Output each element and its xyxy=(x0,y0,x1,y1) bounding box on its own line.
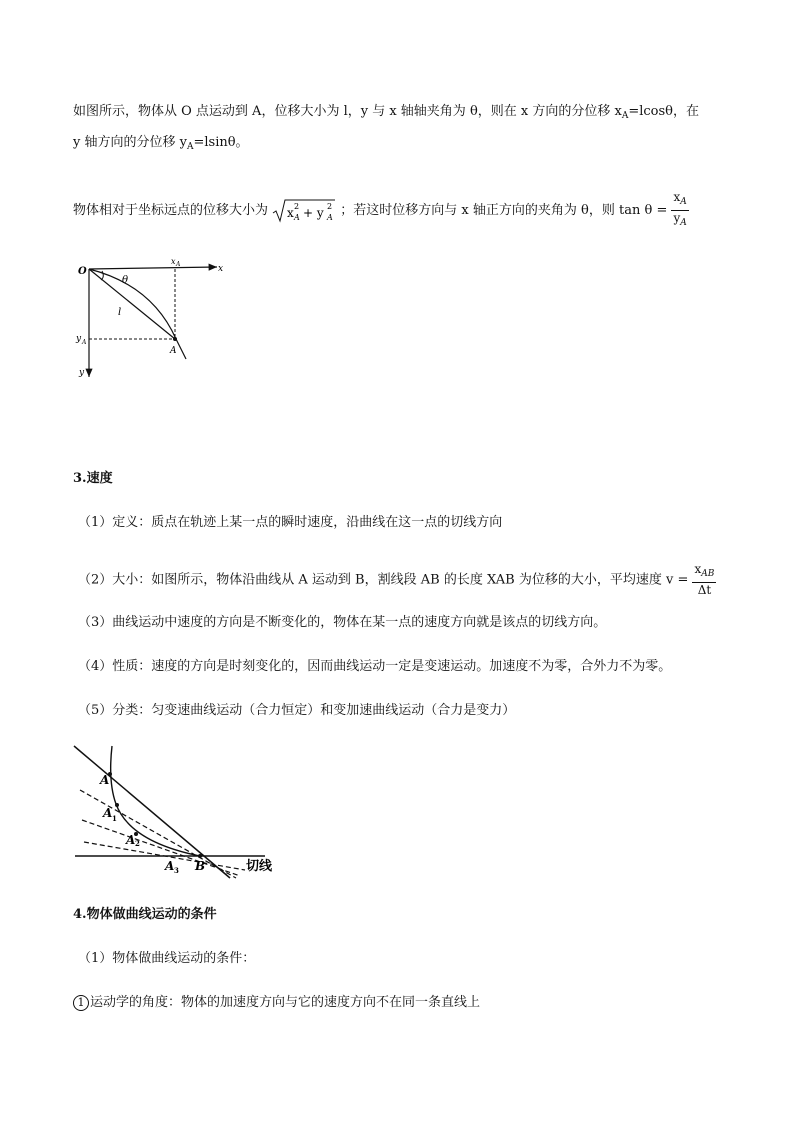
section4-item1: （1）物体做曲线运动的条件： xyxy=(78,951,256,966)
tan-den-sub: A xyxy=(680,218,687,228)
para1-line2-text: y 轴方向的分位移 y xyxy=(73,135,187,150)
avg-velocity-den: Δt xyxy=(697,583,712,597)
sqrt-svg xyxy=(272,198,336,224)
para1-line1 xyxy=(73,103,699,125)
label-A1: A xyxy=(103,806,113,820)
section3-item2 xyxy=(78,562,716,598)
label-theta: θ xyxy=(122,275,129,286)
circled-number: 1 xyxy=(73,995,89,1011)
sqrt-x-sub: A xyxy=(294,212,300,222)
label-A1-sub: 1 xyxy=(112,814,117,823)
label-A2: A xyxy=(126,833,136,847)
section3-item1: （1）定义：质点在轨迹上某一点的瞬时速度，沿曲线在这一点的切线方向 xyxy=(78,515,503,530)
label-yA-sub: A xyxy=(82,339,87,346)
curve-A-B xyxy=(111,746,200,856)
label-yA: y xyxy=(76,334,82,344)
sqrt-y-sub: A xyxy=(327,212,333,222)
para1-line1-sub: A xyxy=(621,111,629,121)
section3-item2-text: （2）大小：如图所示，物体沿曲线从 A 运动到 B，割线段 AB 的长度 XAB 为位移的大小，平均速度 xyxy=(78,572,662,588)
label-xA-sub: A xyxy=(176,261,181,268)
tan-den-y: y xyxy=(673,211,681,225)
sqrt-x: x xyxy=(287,205,294,220)
secant-A2B xyxy=(82,820,240,876)
tan-num-x: x xyxy=(673,190,681,204)
sqrt-expression xyxy=(272,198,336,224)
tan-fraction-num xyxy=(671,190,688,211)
avg-velocity-label: v = xyxy=(665,572,689,588)
label-A: A xyxy=(100,773,110,787)
avg-velocity-num xyxy=(692,562,716,583)
label-x: x xyxy=(218,264,224,274)
para2-text-b: ；若这时位移方向与 x 轴正方向的夹角为 θ，则 xyxy=(340,203,615,218)
label-xA: x xyxy=(171,257,176,266)
figure-tangent-diagram xyxy=(70,742,280,882)
avg-velocity-num-sub: AB xyxy=(701,569,715,579)
tan-num-sub: A xyxy=(680,197,687,207)
para1-line2-sub: A xyxy=(186,142,194,152)
label-tangent: 切线 xyxy=(246,859,273,874)
avg-velocity-fraction xyxy=(692,562,716,598)
para2-line xyxy=(73,190,689,231)
section4-heading: 4.物体做曲线运动的条件 xyxy=(73,907,217,922)
point-B xyxy=(198,854,202,858)
para1-line1-tail: =lcosθ，在 xyxy=(628,104,699,119)
label-l: l xyxy=(118,307,122,318)
x-axis xyxy=(89,267,217,269)
label-O: O xyxy=(78,266,87,277)
section3-item5: （5）分类：匀变速曲线运动（合力恒定）和变加速曲线运动（合力是变力） xyxy=(78,703,516,718)
section4-item1a-text: 运动学的角度：物体的加速度方向与它的速度方向不在同一条直线上 xyxy=(90,995,481,1010)
section3-heading: 3.速度 xyxy=(73,471,113,486)
section3-item3: （3）曲线运动中速度的方向是不断变化的，物体在某一点的速度方向就是该点的切线方向。 xyxy=(78,615,607,630)
figure-displacement-diagram xyxy=(72,255,237,385)
label-A3: A xyxy=(165,859,175,873)
para1-line1-text: 如图所示，物体从 O 点运动到 A，位移大小为 l，y 与 x 轴轴夹角为 θ，则在 x 方向的分位移 x xyxy=(73,104,622,119)
sqrt-plus-y: + y xyxy=(303,205,324,220)
label-A3-sub: 3 xyxy=(174,866,179,875)
section4-item1a xyxy=(73,994,480,1012)
para1-line2-tail: =lsinθ。 xyxy=(193,135,249,150)
label-A: A xyxy=(170,346,177,356)
point-A xyxy=(173,337,177,341)
secant-AB xyxy=(74,746,230,878)
label-y: y xyxy=(79,368,85,378)
tan-fraction xyxy=(671,190,688,231)
para2-text-a: 物体相对于坐标远点的位移大小为 xyxy=(73,203,269,218)
section3-item4: （4）性质：速度的方向是时刻变化的，因而曲线运动一定是变速运动。加速度不为零，合外力不为零。 xyxy=(78,659,672,674)
sqrt-x-exp: 2 xyxy=(294,201,300,211)
tan-label: tan θ = xyxy=(619,203,668,218)
sqrt-y-exp: 2 xyxy=(327,201,333,211)
para1-line2 xyxy=(73,134,249,156)
label-B: B xyxy=(195,859,206,873)
label-A2-sub: 2 xyxy=(135,839,140,848)
avg-velocity-num-x: x xyxy=(694,562,702,576)
tan-fraction-den xyxy=(671,211,688,231)
point-A1 xyxy=(115,803,119,807)
